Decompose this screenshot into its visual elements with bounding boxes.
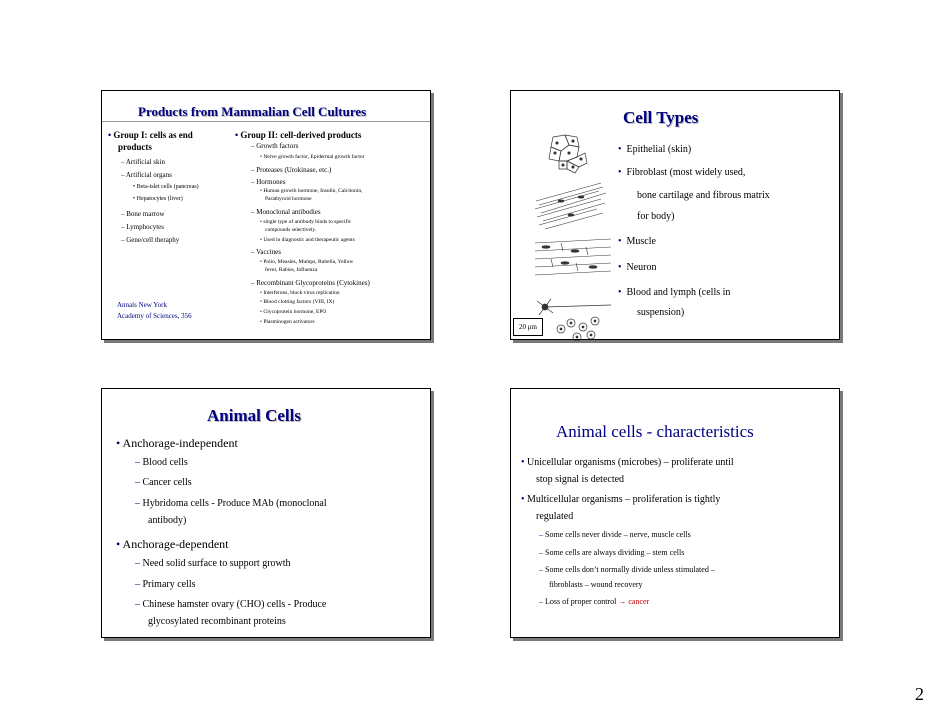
bullet-heading: • Anchorage-dependent bbox=[116, 537, 229, 551]
slide-products bbox=[101, 90, 431, 340]
title-divider bbox=[102, 121, 430, 122]
source-line: Annals New York bbox=[117, 301, 167, 309]
list-item: • Beta-islet cells (pancreas) bbox=[133, 184, 199, 190]
list-item: • Hepatocytes (liver) bbox=[133, 196, 183, 202]
list-item: – Some cells are always dividing – stem cells bbox=[539, 548, 685, 557]
list-item: • Plasminogen activators bbox=[260, 319, 315, 325]
slide-characteristics bbox=[510, 388, 840, 638]
list-item: • Used in diagnostic and therapeutic agents bbox=[260, 237, 355, 243]
group1-heading-cont: products bbox=[118, 142, 152, 152]
scale-bar-label: 20 μm bbox=[513, 318, 543, 336]
list-item: – Some cells never divide – nerve, muscle cells bbox=[539, 530, 691, 539]
list-item-cont: suspension) bbox=[637, 307, 685, 318]
list-item: fever, Rabies, Influenza bbox=[265, 267, 318, 273]
list-item: • Interferons, block virus replication bbox=[260, 290, 340, 296]
list-item: – Hormones bbox=[251, 178, 286, 186]
slide-title: Animal cells - characteristics bbox=[556, 422, 754, 441]
list-item-cont: glycosylated recombinant proteins bbox=[148, 616, 286, 627]
list-item: – Artificial organs bbox=[121, 171, 172, 179]
list-item: • Blood clotting factors (VIII, IX) bbox=[260, 299, 335, 305]
group2-heading: • Group II: cell-derived products bbox=[235, 130, 362, 140]
list-item: – Primary cells bbox=[135, 579, 196, 590]
list-item-cont: antibody) bbox=[148, 515, 187, 526]
list-item: • Human growth hormone, Insulin, Calcitonin, bbox=[260, 188, 363, 194]
list-item: – Growth factors bbox=[251, 142, 299, 150]
source-line: Academy of Sciences, 356 bbox=[117, 312, 192, 320]
list-item: • Nerve growth factor, Epidermal growth factor bbox=[260, 154, 365, 160]
bullet-heading: • Anchorage-independent bbox=[116, 436, 238, 450]
list-item: – Need solid surface to support growth bbox=[135, 558, 291, 569]
list-item: – Loss of proper control → cancer bbox=[539, 597, 650, 606]
list-item: – Vaccines bbox=[251, 248, 282, 256]
list-item: – Recombinant Glycoproteins (Cytokines) bbox=[251, 279, 370, 287]
list-item: Parathyroid hormone bbox=[265, 196, 312, 202]
list-item-cont: fibroblasts – wound recovery bbox=[549, 580, 643, 589]
list-item: – Chinese hamster ovary (CHO) cells - Produce bbox=[135, 599, 327, 610]
cell-drawings bbox=[531, 131, 616, 341]
neuron-drawing bbox=[537, 299, 611, 315]
fibroblast-drawing bbox=[535, 183, 606, 229]
slide-animal-cells bbox=[101, 388, 431, 638]
list-item: • single type of antibody binds to specific bbox=[260, 219, 352, 225]
bullet-item: • Multicellular organisms – proliferation is tightly bbox=[521, 494, 721, 505]
group1-heading: • Group I: cells as end bbox=[108, 130, 193, 140]
list-item: – Bone marrow bbox=[121, 210, 165, 218]
list-item: • Epithelial (skin) bbox=[618, 144, 692, 155]
bullet-item-cont: regulated bbox=[536, 511, 574, 522]
list-item: – Monoclonal antibodies bbox=[251, 208, 321, 216]
list-item: – Hybridoma cells - Produce MAb (monoclonal bbox=[135, 498, 327, 509]
list-item-cont: for body) bbox=[637, 211, 675, 222]
slide-title: Cell Types bbox=[623, 108, 699, 127]
bullet-item: • Unicellular organisms (microbes) – proliferate until bbox=[521, 457, 734, 468]
page-number: 2 bbox=[915, 684, 924, 704]
slide-title: Animal Cells bbox=[207, 406, 301, 425]
list-item-cont: bone cartilage and fibrous matrix bbox=[637, 190, 770, 201]
slide-title: Products from Mammalian Cell Cultures bbox=[138, 104, 367, 119]
list-item: – Some cells don’t normally divide unless stimulated – bbox=[539, 565, 715, 574]
list-item: – Gene/cell theraphy bbox=[121, 236, 180, 244]
list-item: compounds selectively. bbox=[265, 227, 317, 233]
list-item: – Cancer cells bbox=[135, 477, 192, 488]
list-item: – Artificial skin bbox=[121, 158, 165, 166]
list-item: – Lymphocytes bbox=[121, 223, 164, 231]
list-item: – Blood cells bbox=[135, 457, 188, 468]
bullet-item-cont: stop signal is detected bbox=[536, 474, 625, 485]
list-item: • Neuron bbox=[618, 262, 657, 273]
list-item: • Glycoprotein hormone, EPO bbox=[260, 309, 327, 315]
list-item: • Fibroblast (most widely used, bbox=[618, 167, 746, 178]
list-item: • Muscle bbox=[618, 236, 656, 247]
epithelial-drawing bbox=[549, 135, 587, 173]
muscle-drawing bbox=[535, 239, 611, 275]
blood-cells-drawing bbox=[557, 317, 599, 341]
arrow-icon: → bbox=[618, 597, 627, 606]
list-item: • Polio, Measles, Mumps, Rubella, Yellow bbox=[260, 259, 354, 265]
list-item: – Proteases (Urokinase, etc.) bbox=[251, 166, 332, 174]
list-item: • Blood and lymph (cells in bbox=[618, 287, 731, 298]
slide-cell-types bbox=[510, 90, 840, 340]
